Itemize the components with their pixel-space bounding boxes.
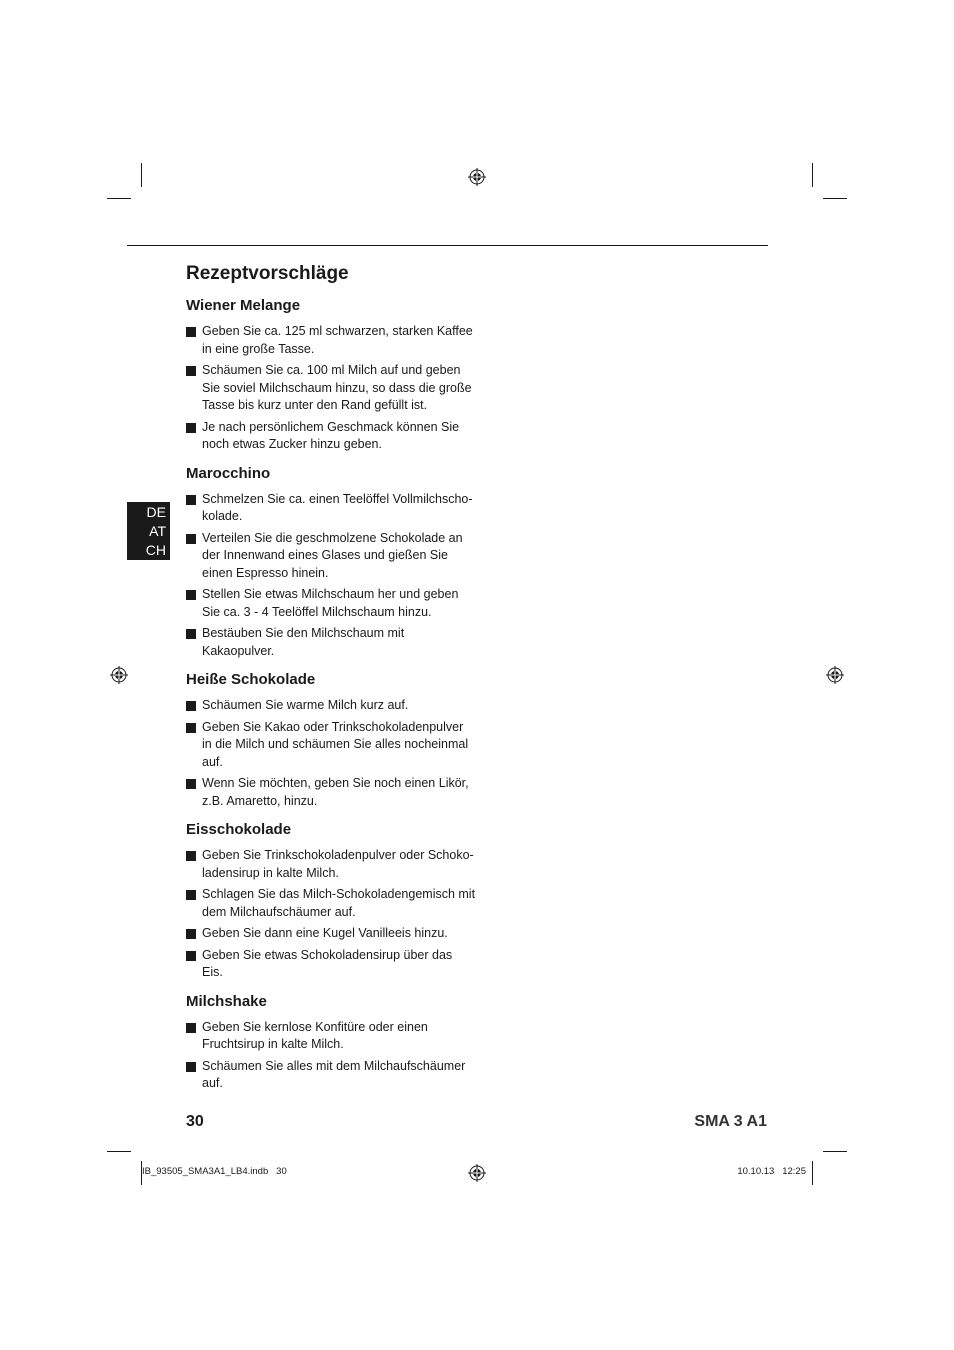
registration-mark-icon	[468, 1164, 486, 1182]
list-item: Schlagen Sie das Milch-Schokoladengemisch mit dem Milchaufschäumer auf.	[186, 886, 476, 921]
list-item: Geben Sie kernlose Konfitüre oder einen Fruchtsirup in kalte Milch.	[186, 1019, 476, 1054]
list-item: Schmelzen Sie ca. einen Teelöffel Vollmilchscho-kolade.	[186, 491, 476, 526]
list-item: Stellen Sie etwas Milchschaum her und geben Sie ca. 3 - 4 Teelöffel Milchschaum hinzu.	[186, 586, 476, 621]
language-tab	[127, 502, 170, 560]
bullet-list	[186, 491, 476, 661]
list-item: Schäumen Sie warme Milch kurz auf.	[186, 697, 476, 715]
list-item: Je nach persönlichem Geschmack können Sie noch etwas Zucker hinzu geben.	[186, 419, 476, 454]
page-title: Rezeptvorschläge	[186, 263, 349, 284]
recipe-section	[186, 820, 476, 982]
crop-mark	[812, 163, 813, 187]
language-code: DE	[146, 504, 166, 520]
page-number: 30	[186, 1113, 204, 1130]
section-title: Eisschokolade	[186, 821, 292, 838]
list-item: Geben Sie Trinkschokoladenpulver oder Schoko-ladensirup in kalte Milch.	[186, 847, 476, 882]
model-name: SMA 3 A1	[694, 1113, 767, 1130]
bullet-list	[186, 847, 476, 982]
language-code: AT	[149, 523, 166, 539]
registration-mark-icon	[826, 666, 844, 684]
main-content	[186, 262, 476, 1103]
recipe-section	[186, 464, 476, 661]
bullet-list	[186, 323, 476, 454]
registration-mark-icon	[110, 666, 128, 684]
section-title: Milchshake	[186, 992, 267, 1010]
crop-mark	[812, 1161, 813, 1185]
crop-mark	[823, 198, 847, 199]
registration-mark-icon	[468, 168, 486, 186]
crop-mark	[107, 1151, 131, 1152]
crop-mark	[823, 1151, 847, 1152]
section-title: Wiener Melange	[186, 297, 301, 314]
list-item: Geben Sie ca. 125 ml schwarzen, starken Kaffee in eine große Tasse.	[186, 323, 476, 358]
language-code: CH	[145, 542, 166, 558]
bullet-list	[186, 1019, 476, 1093]
list-item: Wenn Sie möchten, geben Sie noch einen Likör, z.B. Amaretto, hinzu.	[186, 775, 476, 810]
recipe-section	[186, 670, 476, 810]
list-item: Verteilen Sie die geschmolzene Schokolade an der Innenwand eines Glases und gießen Sie einen Espresso hinein.	[186, 530, 476, 583]
section-title: Marocchino	[186, 464, 271, 482]
list-item: Schäumen Sie ca. 100 ml Milch auf und geben Sie soviel Milchschaum hinzu, so dass die große Tasse bis kurz unter den Rand gefüllt ist.	[186, 362, 476, 415]
list-item: Schäumen Sie alles mit dem Milchaufschäumer auf.	[186, 1058, 476, 1093]
list-item: Geben Sie Kakao oder Trinkschokoladenpulver in die Milch und schäumen Sie alles nocheinmal auf.	[186, 719, 476, 772]
bullet-list	[186, 697, 476, 810]
print-slug-datetime: 10.10.13 12:25	[737, 1166, 806, 1177]
crop-mark	[107, 198, 131, 199]
list-item: Geben Sie dann eine Kugel Vanilleeis hinzu.	[186, 925, 476, 943]
section-title: Heiße Schokolade	[186, 671, 316, 688]
recipe-section	[186, 296, 476, 454]
list-item: Bestäuben Sie den Milchschaum mit Kakaopulver.	[186, 625, 476, 660]
header-rule	[127, 245, 768, 246]
crop-mark	[141, 163, 142, 187]
recipe-section	[186, 992, 476, 1093]
list-item: Geben Sie etwas Schokoladensirup über das Eis.	[186, 947, 476, 982]
print-slug-file: IB_93505_SMA3A1_LB4.indb 30	[142, 1166, 287, 1177]
